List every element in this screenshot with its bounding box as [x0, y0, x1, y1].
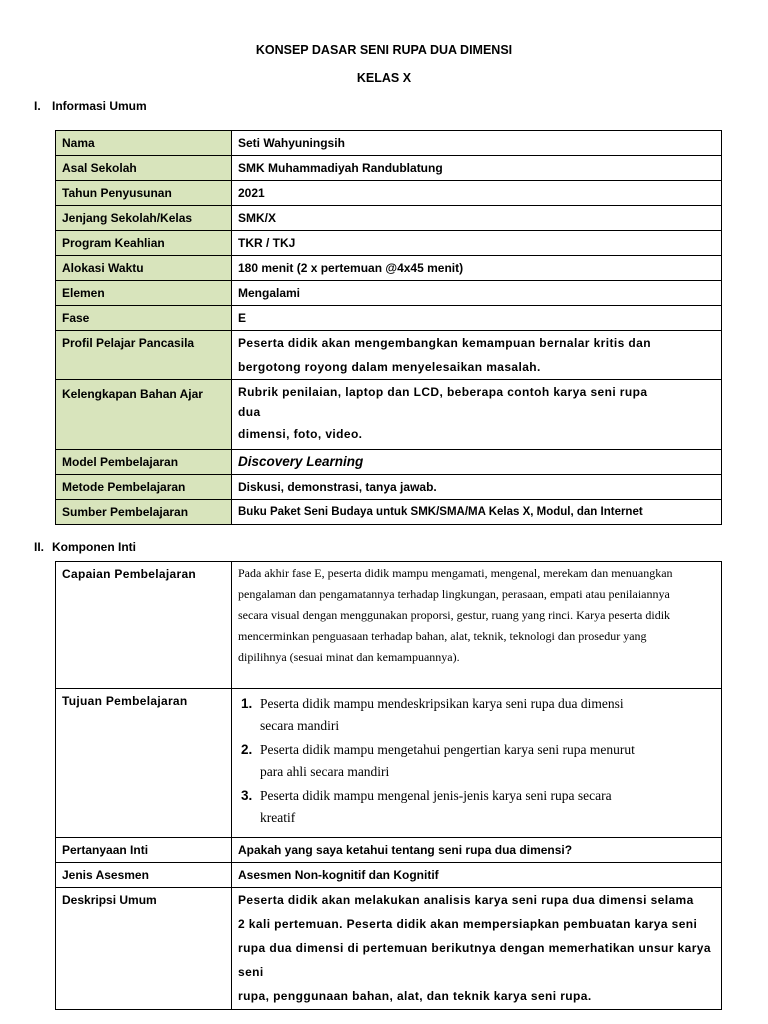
profil-line: bergotong royong dalam menyelesaikan masalah. — [238, 360, 541, 374]
value-profil-pelajar — [232, 331, 722, 380]
value-nama: Seti Wahyuningsih — [232, 131, 722, 156]
list-item — [256, 693, 721, 737]
table-row — [56, 863, 722, 888]
table-row — [56, 181, 722, 206]
value-tujuan-pembelajaran — [232, 689, 722, 838]
value-tahun-penyusunan: 2021 — [232, 181, 722, 206]
value-capaian-pembelajaran — [232, 562, 722, 689]
kelengkapan-line: Rubrik penilaian, laptop dan LCD, beberapa contoh karya seni rupa — [238, 385, 648, 399]
informasi-umum-table — [55, 130, 722, 525]
label-pertanyaan-inti: Pertanyaan Inti — [56, 838, 232, 863]
deskripsi-line: seni — [238, 965, 264, 979]
tujuan-line: para ahli secara mandiri — [260, 764, 390, 779]
label-tujuan-pembelajaran: Tujuan Pembelajaran — [56, 689, 232, 838]
value-elemen: Mengalami — [232, 281, 722, 306]
capaian-line: Pada akhir fase E, peserta didik mampu mengamati, mengenal, merekam dan menuangkan — [238, 566, 673, 580]
capaian-line: secara visual dengan menggunakan proporsi, gestur, ruang yang rinci. Karya peserta didik — [238, 608, 671, 622]
table-row — [56, 256, 722, 281]
section-title: Informasi Umum — [52, 99, 147, 113]
capaian-line: pengalaman dan pengamatannya terhadap lingkungan, perasaan, empati atau penilaiannya — [238, 587, 670, 601]
label-metode-pembelajaran: Metode Pembelajaran — [56, 475, 232, 500]
label-elemen: Elemen — [56, 281, 232, 306]
value-jenis-asesmen: Asesmen Non-kognitif dan Kognitif — [232, 863, 722, 888]
value-deskripsi-umum — [232, 888, 722, 1010]
table-row — [56, 206, 722, 231]
deskripsi-line: rupa, penggunaan bahan, alat, dan teknik karya seni rupa. — [238, 989, 592, 1003]
label-nama: Nama — [56, 131, 232, 156]
komponen-inti-table — [55, 561, 722, 1010]
label-profil-pelajar: Profil Pelajar Pancasila — [56, 331, 232, 380]
label-sumber-pembelajaran: Sumber Pembelajaran — [56, 500, 232, 525]
table-row — [56, 500, 722, 525]
deskripsi-line: Peserta didik akan melakukan analisis karya seni rupa dua dimensi selama — [238, 893, 694, 907]
label-asal-sekolah: Asal Sekolah — [56, 156, 232, 181]
table-row — [56, 380, 722, 450]
table-row — [56, 562, 722, 689]
section-number: II. — [34, 540, 45, 554]
label-jenis-asesmen: Jenis Asesmen — [56, 863, 232, 888]
label-program-keahlian: Program Keahlian — [56, 231, 232, 256]
table-row — [56, 156, 722, 181]
document-title: KONSEP DASAR SENI RUPA DUA DIMENSI — [255, 43, 513, 57]
label-alokasi-waktu: Alokasi Waktu — [56, 256, 232, 281]
table-row — [56, 689, 722, 838]
label-fase: Fase — [56, 306, 232, 331]
tujuan-line: Peserta didik mampu mengetahui pengertian karya seni rupa menurut — [260, 742, 635, 757]
label-model-pembelajaran: Model Pembelajaran — [56, 450, 232, 475]
capaian-line: dipilihnya (sesuai minat dan kemampuannya). — [238, 650, 460, 664]
value-metode-pembelajaran: Diskusi, demonstrasi, tanya jawab. — [232, 475, 722, 500]
kelengkapan-line: dua — [238, 405, 261, 419]
kelengkapan-line: dimensi, foto, video. — [238, 427, 363, 441]
capaian-line: mencerminkan penguasaan terhadap bahan, alat, teknik, teknologi dan prosedur yang — [238, 629, 647, 643]
table-row — [56, 306, 722, 331]
tujuan-line: kreatif — [260, 810, 296, 825]
label-jenjang: Jenjang Sekolah/Kelas — [56, 206, 232, 231]
list-item — [256, 785, 721, 829]
deskripsi-line: 2 kali pertemuan. Peserta didik akan mempersiapkan pembuatan karya seni — [238, 917, 698, 931]
tujuan-line: Peserta didik mampu mendeskripsikan karya seni rupa dua dimensi — [260, 696, 624, 711]
profil-line: Peserta didik akan mengembangkan kemampuan bernalar kritis dan — [238, 336, 651, 350]
value-alokasi-waktu: 180 menit (2 x pertemuan @4x45 menit) — [232, 256, 722, 281]
section-title: Komponen Inti — [52, 540, 136, 554]
table-row — [56, 231, 722, 256]
table-row — [56, 281, 722, 306]
tujuan-list — [236, 693, 721, 829]
list-item — [256, 739, 721, 783]
table-row — [56, 331, 722, 380]
label-tahun-penyusunan: Tahun Penyusunan — [56, 181, 232, 206]
tujuan-line: secara mandiri — [260, 718, 340, 733]
section-number: I. — [34, 99, 41, 113]
value-sumber-pembelajaran: Buku Paket Seni Budaya untuk SMK/SMA/MA Kelas X, Modul, dan Internet — [232, 500, 722, 525]
value-model-pembelajaran: Discovery Learning — [232, 450, 722, 475]
label-capaian-pembelajaran: Capaian Pembelajaran — [56, 562, 232, 689]
value-program-keahlian: TKR / TKJ — [232, 231, 722, 256]
value-asal-sekolah: SMK Muhammadiyah Randublatung — [232, 156, 722, 181]
value-jenjang: SMK/X — [232, 206, 722, 231]
table-row — [56, 475, 722, 500]
value-pertanyaan-inti: Apakah yang saya ketahui tentang seni rupa dua dimensi? — [232, 838, 722, 863]
section-heading-komponen-inti — [34, 540, 136, 554]
value-fase: E — [232, 306, 722, 331]
label-deskripsi-umum: Deskripsi Umum — [56, 888, 232, 1010]
table-row — [56, 450, 722, 475]
tujuan-line: Peserta didik mampu mengenal jenis-jenis karya seni rupa secara — [260, 788, 612, 803]
label-kelengkapan-bahan-ajar: Kelengkapan Bahan Ajar — [56, 380, 232, 450]
section-heading-informasi-umum — [34, 99, 147, 113]
table-row — [56, 131, 722, 156]
value-kelengkapan-bahan-ajar — [232, 380, 722, 450]
table-row — [56, 888, 722, 1010]
document-subtitle: KELAS X — [356, 71, 412, 85]
table-row — [56, 838, 722, 863]
deskripsi-line: rupa dua dimensi di pertemuan berikutnya dengan memerhatikan unsur karya — [238, 941, 711, 955]
